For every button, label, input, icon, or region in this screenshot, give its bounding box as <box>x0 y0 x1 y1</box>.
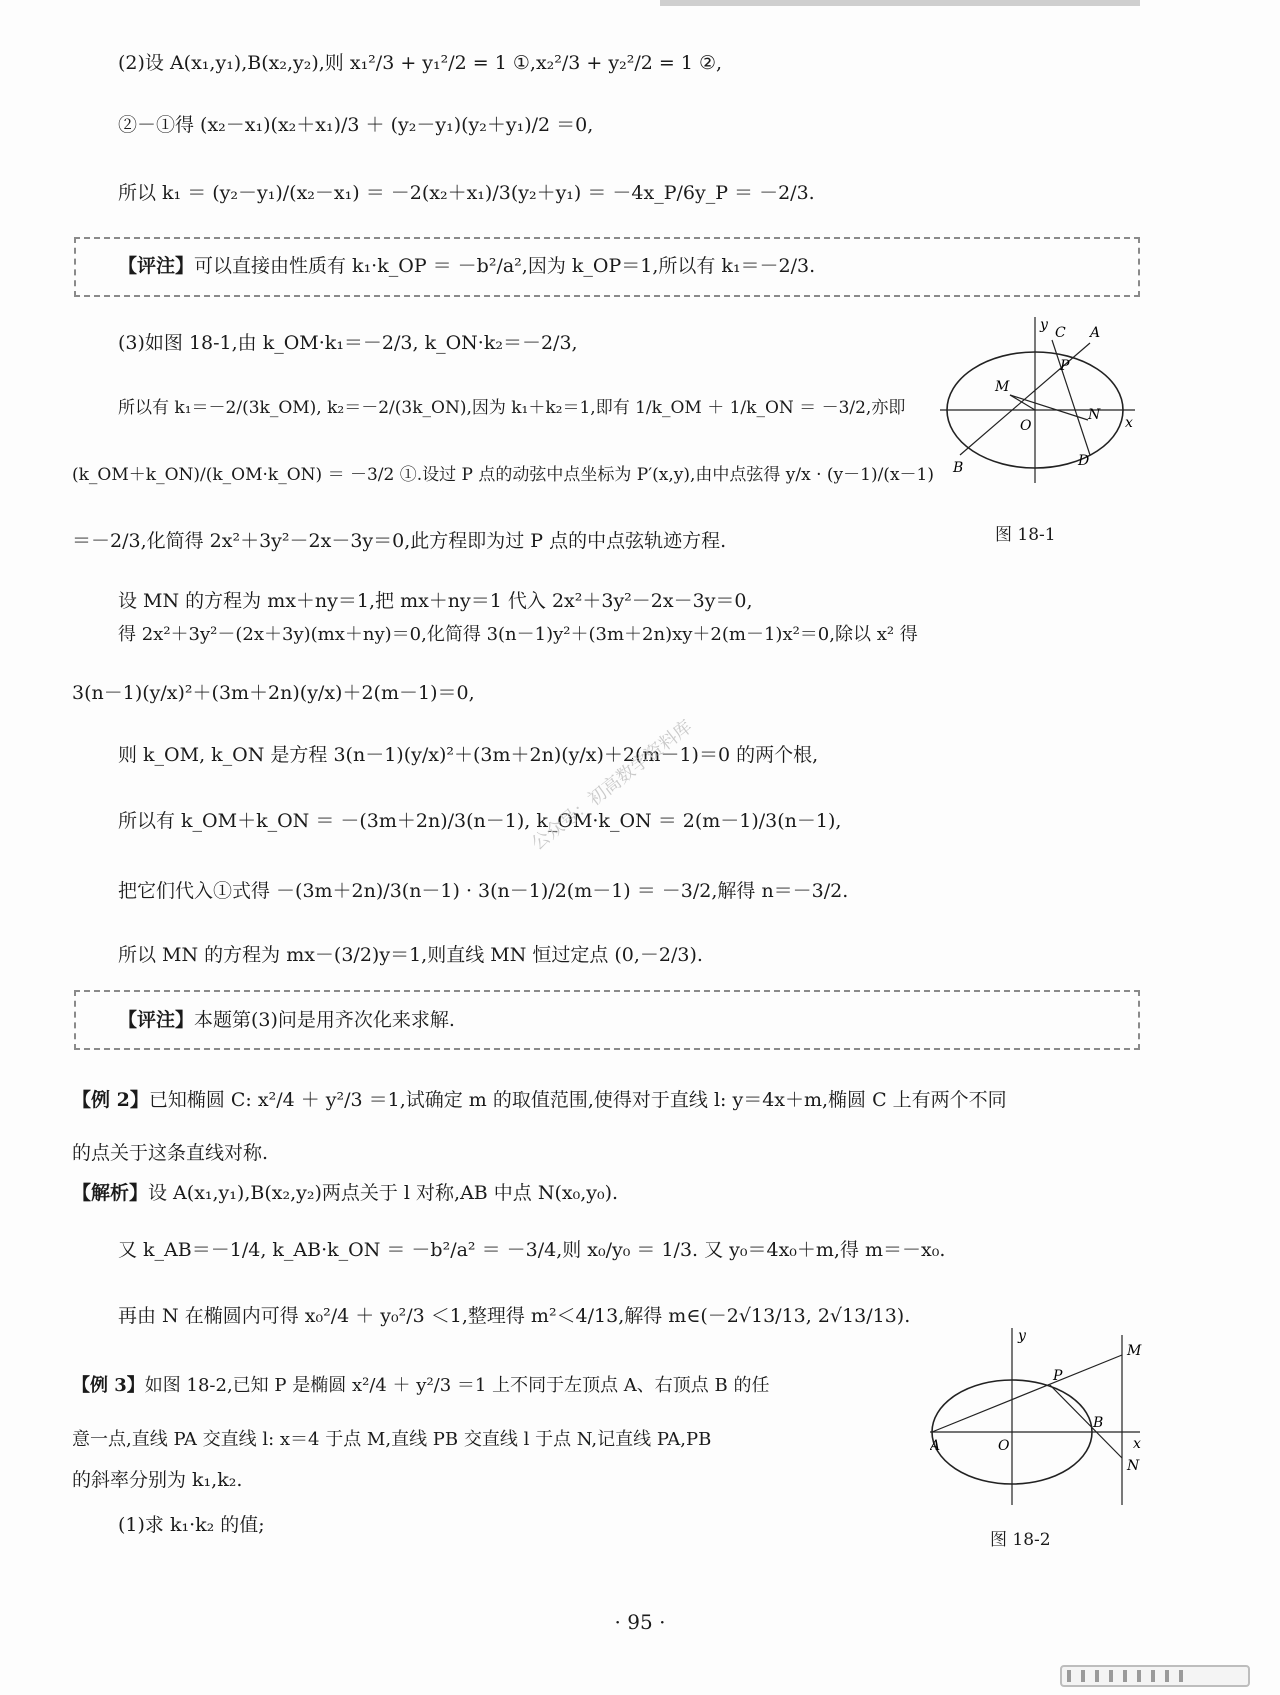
fig1-label-b: B <box>953 460 964 476</box>
example-2-line <box>72 1087 1007 1113</box>
text-line: (1)求 k₁·k₂ 的值; <box>118 1514 265 1536</box>
fig1-label-x: x <box>1125 415 1133 431</box>
fig1-caption: 图 18-1 <box>995 525 1056 545</box>
fig2-label-x: x <box>1133 1436 1141 1452</box>
text-line: 所以 k₁ ＝ (y₂－y₁)/(x₂－x₁) ＝ －2(x₂＋x₁)/3(y₂＋y₁) ＝ －4x_P/6y_P ＝ －2/3. <box>118 182 815 204</box>
solution-text: 设 A(x₁,y₁),B(x₂,y₂)两点关于 l 对称,AB 中点 N(x₀,y₀). <box>148 1182 619 1204</box>
text-line: 把它们代入①式得 －(3m＋2n)/3(n－1) · 3(n－1)/2(m－1) ＝ －3/2,解得 n＝－3/2. <box>118 880 849 902</box>
segment-om <box>1010 395 1035 410</box>
fig2-label-n: N <box>1127 1458 1140 1474</box>
solution-tag: 【解析】 <box>72 1182 149 1204</box>
fig1-label-m: M <box>995 379 1010 395</box>
example-text: 如图 18-2,已知 P 是椭圆 x²/4 ＋ y²/3 ＝1 上不同于左顶点 A、右顶点 B 的任 <box>144 1375 770 1396</box>
example-text: 已知椭圆 C: x²/4 ＋ y²/3 ＝1,试确定 m 的取值范围,使得对于直线 l: y＝4x＋m,椭圆 C 上有两个不同 <box>148 1089 1007 1111</box>
comment-line <box>118 253 815 279</box>
text-line: 的斜率分别为 k₁,k₂. <box>72 1469 243 1491</box>
example-tag: 【例 2】 <box>72 1089 149 1111</box>
solution-line <box>72 1180 618 1206</box>
text-line: 所以有 k₁＝－2/(3k_OM), k₂＝－2/(3k_ON),因为 k₁＋k₂＝1,即有 1/k_OM ＋ 1/k_ON ＝ －3/2,亦即 <box>118 398 906 418</box>
text-line: (2)设 A(x₁,y₁),B(x₂,y₂),则 x₁²/3 + y₁²/2 = 1 ①,x₂²/3 + y₂²/2 = 1 ②, <box>118 52 723 74</box>
comment-text: 可以直接由性质有 k₁·k_OP ＝ －b²/a²,因为 k_OP＝1,所以有 k₁＝－2/3. <box>194 255 816 277</box>
fig1-label-d: D <box>1078 453 1090 469</box>
text-line: 设 MN 的方程为 mx＋ny＝1,把 mx＋ny＝1 代入 2x²＋3y²－2x－3y＝0, <box>118 590 753 612</box>
watermark: 公众号：初高数学资料库 <box>527 716 697 855</box>
text-line: 再由 N 在椭圆内可得 x₀²/4 ＋ y₀²/3 ＜1,整理得 m²＜4/13,解得 m∈(－2√13/13, 2√13/13). <box>118 1305 911 1327</box>
example-3-line <box>72 1373 769 1399</box>
text-line: 得 2x²＋3y²－(2x＋3y)(mx＋ny)＝0,化简得 3(n－1)y²＋(3m＋2n)xy＋2(m－1)x²＝0,除以 x² 得 <box>118 624 918 645</box>
text-line: 又 k_AB＝－1/4, k_AB·k_ON ＝ －b²/a² ＝ －3/4,则 x₀/y₀ ＝ 1/3. 又 y₀＝4x₀＋m,得 m＝－x₀. <box>118 1239 946 1261</box>
text-line: 则 k_OM, k_ON 是方程 3(n－1)(y/x)²＋(3m＋2n)(y/x)＋2(m－1)＝0 的两个根, <box>118 744 819 766</box>
text-line: 意一点,直线 PA 交直线 l: x＝4 于点 M,直线 PB 交直线 l 于点 N,记直线 PA,PB <box>72 1429 712 1450</box>
text-line: 所以有 k_OM＋k_ON ＝ －(3m＋2n)/3(n－1), k_OM·k_ON ＝ 2(m－1)/3(n－1), <box>118 810 842 832</box>
page-nav-bar[interactable] <box>1060 1665 1250 1687</box>
fig2-label-a: A <box>930 1438 941 1454</box>
line-pb <box>1050 1385 1122 1458</box>
text-line: 的点关于这条直线对称. <box>72 1142 269 1164</box>
chord-ab <box>960 343 1090 455</box>
comment-text: 本题第(3)问是用齐次化来求解. <box>194 1009 455 1031</box>
fig2-label-p: P <box>1053 1368 1063 1384</box>
text-line: (k_OM＋k_ON)/(k_OM·k_ON) ＝ －3/2 ①.设过 P 点的动弦中点坐标为 P′(x,y),由中点弦得 y/x · (y－1)/(x－1) <box>72 465 934 485</box>
fig1-label-y: y <box>1040 317 1048 333</box>
page-number: · 95 · <box>614 1610 666 1634</box>
fig1-label-p: P <box>1060 358 1070 374</box>
text-line: ＝－2/3,化简得 2x²＋3y²－2x－3y＝0,此方程即为过 P 点的中点弦轨迹方程. <box>72 530 727 552</box>
fig1-label-c: C <box>1055 325 1066 341</box>
comment-tag: 【评注】 <box>118 1009 195 1031</box>
top-edge-strip <box>660 0 1140 6</box>
ellipse-figure-18-1 <box>940 315 1140 485</box>
text-line: ②－①得 (x₂－x₁)(x₂＋x₁)/3 ＋ (y₂－y₁)(y₂＋y₁)/2 ＝0, <box>118 114 594 136</box>
fig1-label-a: A <box>1090 325 1101 341</box>
fig1-label-n: N <box>1088 407 1101 423</box>
fig1-label-o: O <box>1020 418 1032 434</box>
segment-mn <box>1010 395 1088 420</box>
text-line: 3(n－1)(y/x)²＋(3m＋2n)(y/x)＋2(m－1)＝0, <box>72 682 475 704</box>
comment-line <box>118 1007 455 1033</box>
example-tag: 【例 3】 <box>72 1375 145 1396</box>
fig2-label-b: B <box>1093 1415 1104 1431</box>
fig2-label-o: O <box>998 1438 1010 1454</box>
comment-tag: 【评注】 <box>118 255 195 277</box>
text-line: 所以 MN 的方程为 mx－(3/2)y＝1,则直线 MN 恒过定点 (0,－2/3). <box>118 944 703 966</box>
fig2-label-y: y <box>1018 1328 1026 1344</box>
fig2-caption: 图 18-2 <box>990 1530 1051 1550</box>
text-line: (3)如图 18-1,由 k_OM·k₁＝－2/3, k_ON·k₂＝－2/3, <box>118 332 578 354</box>
ellipse-figure-18-2 <box>930 1320 1150 1510</box>
fig2-label-m: M <box>1127 1343 1142 1359</box>
